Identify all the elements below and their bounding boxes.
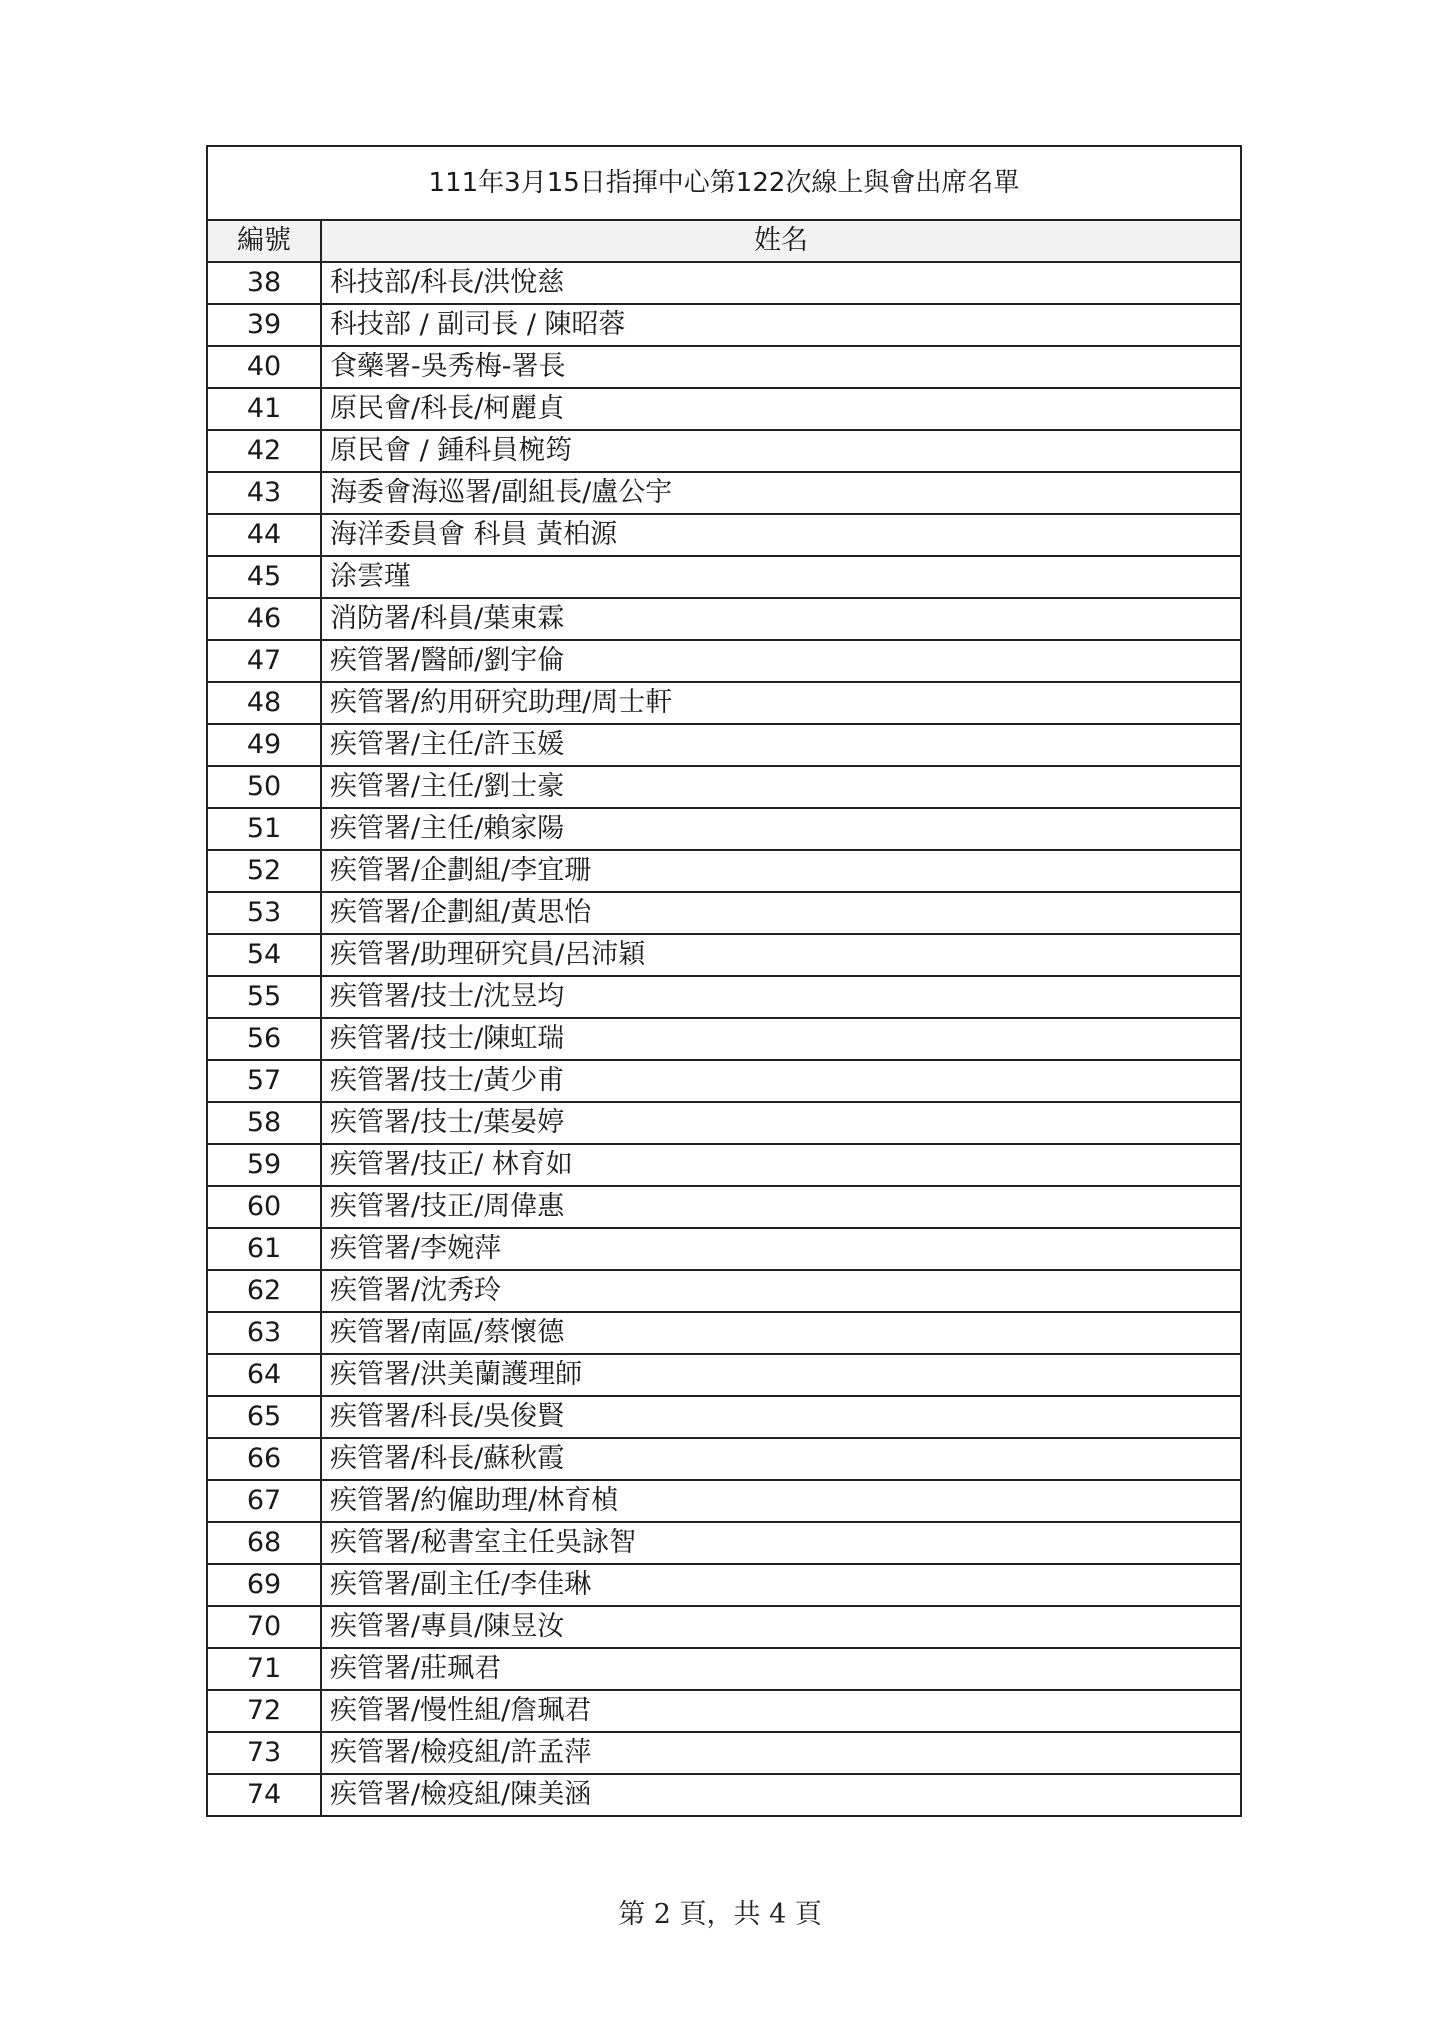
row-number: 56 bbox=[207, 1018, 321, 1060]
row-number: 60 bbox=[207, 1186, 321, 1228]
attendee-name: 疾管署/科長/蘇秋霞 bbox=[321, 1438, 1241, 1480]
attendee-name: 疾管署/企劃組/黃思怡 bbox=[321, 892, 1241, 934]
attendee-name: 海洋委員會 科員 黃柏源 bbox=[321, 514, 1241, 556]
attendee-name: 疾管署/醫師/劉宇倫 bbox=[321, 640, 1241, 682]
attendee-name: 原民會 / 鍾科員椀筠 bbox=[321, 430, 1241, 472]
attendee-name: 科技部/科長/洪悅慈 bbox=[321, 262, 1241, 304]
table-row bbox=[207, 514, 1241, 556]
table-row bbox=[207, 1396, 1241, 1438]
row-number: 55 bbox=[207, 976, 321, 1018]
row-number: 46 bbox=[207, 598, 321, 640]
column-header-name: 姓名 bbox=[321, 220, 1241, 262]
row-number: 58 bbox=[207, 1102, 321, 1144]
table-row bbox=[207, 1564, 1241, 1606]
table-row bbox=[207, 346, 1241, 388]
attendee-name: 疾管署/技士/葉晏婷 bbox=[321, 1102, 1241, 1144]
table-row bbox=[207, 934, 1241, 976]
table-row bbox=[207, 1102, 1241, 1144]
row-number: 61 bbox=[207, 1228, 321, 1270]
row-number: 42 bbox=[207, 430, 321, 472]
row-number: 49 bbox=[207, 724, 321, 766]
attendee-name: 疾管署/檢疫組/陳美涵 bbox=[321, 1774, 1241, 1816]
table-row bbox=[207, 598, 1241, 640]
row-number: 70 bbox=[207, 1606, 321, 1648]
table-row bbox=[207, 850, 1241, 892]
row-number: 45 bbox=[207, 556, 321, 598]
page-footer: 第 2 頁，共 4 頁 bbox=[618, 1899, 822, 1930]
attendee-name: 疾管署/李婉萍 bbox=[321, 1228, 1241, 1270]
row-number: 74 bbox=[207, 1774, 321, 1816]
table-row bbox=[207, 388, 1241, 430]
table-row bbox=[207, 682, 1241, 724]
title-row bbox=[207, 146, 1241, 220]
table-row bbox=[207, 1774, 1241, 1816]
attendee-name: 疾管署/秘書室主任吳詠智 bbox=[321, 1522, 1241, 1564]
table-row bbox=[207, 556, 1241, 598]
attendee-name: 疾管署/主任/賴家陽 bbox=[321, 808, 1241, 850]
row-number: 66 bbox=[207, 1438, 321, 1480]
document-title: 111年3月15日指揮中心第122次線上與會出席名單 bbox=[207, 146, 1241, 220]
table-row bbox=[207, 976, 1241, 1018]
attendee-name: 疾管署/專員/陳昱汝 bbox=[321, 1606, 1241, 1648]
attendee-name: 疾管署/技正/ 林育如 bbox=[321, 1144, 1241, 1186]
table-row bbox=[207, 1690, 1241, 1732]
table-row bbox=[207, 1144, 1241, 1186]
attendee-name: 疾管署/檢疫組/許孟萍 bbox=[321, 1732, 1241, 1774]
row-number: 38 bbox=[207, 262, 321, 304]
row-number: 72 bbox=[207, 1690, 321, 1732]
table-row bbox=[207, 472, 1241, 514]
row-number: 43 bbox=[207, 472, 321, 514]
row-number: 59 bbox=[207, 1144, 321, 1186]
table-row bbox=[207, 262, 1241, 304]
table-row bbox=[207, 1312, 1241, 1354]
row-number: 69 bbox=[207, 1564, 321, 1606]
attendee-name: 海委會海巡署/副組長/盧公宇 bbox=[321, 472, 1241, 514]
header-row bbox=[207, 220, 1241, 262]
attendee-name: 原民會/科長/柯麗貞 bbox=[321, 388, 1241, 430]
attendee-name: 疾管署/助理研究員/呂沛穎 bbox=[321, 934, 1241, 976]
attendee-name: 疾管署/慢性組/詹珮君 bbox=[321, 1690, 1241, 1732]
attendee-name: 食藥署-吳秀梅-署長 bbox=[321, 346, 1241, 388]
row-number: 39 bbox=[207, 304, 321, 346]
attendee-name: 疾管署/莊珮君 bbox=[321, 1648, 1241, 1690]
table-row bbox=[207, 1354, 1241, 1396]
row-number: 50 bbox=[207, 766, 321, 808]
row-number: 48 bbox=[207, 682, 321, 724]
attendee-name: 疾管署/企劃組/李宜珊 bbox=[321, 850, 1241, 892]
row-number: 73 bbox=[207, 1732, 321, 1774]
row-number: 57 bbox=[207, 1060, 321, 1102]
attendee-name: 疾管署/技士/黃少甫 bbox=[321, 1060, 1241, 1102]
row-number: 63 bbox=[207, 1312, 321, 1354]
table-row bbox=[207, 1480, 1241, 1522]
attendee-name: 疾管署/南區/蔡懷德 bbox=[321, 1312, 1241, 1354]
table-row bbox=[207, 1060, 1241, 1102]
attendee-name: 涂雲瑾 bbox=[321, 556, 1241, 598]
attendance-table bbox=[206, 145, 1242, 1817]
table-row bbox=[207, 1228, 1241, 1270]
attendee-name: 疾管署/洪美蘭護理師 bbox=[321, 1354, 1241, 1396]
attendee-name: 疾管署/技正/周偉惠 bbox=[321, 1186, 1241, 1228]
table-row bbox=[207, 430, 1241, 472]
row-number: 41 bbox=[207, 388, 321, 430]
row-number: 71 bbox=[207, 1648, 321, 1690]
attendee-name: 疾管署/科長/吳俊賢 bbox=[321, 1396, 1241, 1438]
row-number: 67 bbox=[207, 1480, 321, 1522]
attendee-name: 疾管署/主任/劉士豪 bbox=[321, 766, 1241, 808]
table-row bbox=[207, 892, 1241, 934]
row-number: 44 bbox=[207, 514, 321, 556]
table-row bbox=[207, 766, 1241, 808]
row-number: 54 bbox=[207, 934, 321, 976]
row-number: 65 bbox=[207, 1396, 321, 1438]
table-row bbox=[207, 1522, 1241, 1564]
row-number: 40 bbox=[207, 346, 321, 388]
attendee-name: 消防署/科員/葉東霖 bbox=[321, 598, 1241, 640]
row-number: 51 bbox=[207, 808, 321, 850]
attendee-name: 疾管署/副主任/李佳琳 bbox=[321, 1564, 1241, 1606]
table-row bbox=[207, 1732, 1241, 1774]
attendee-name: 疾管署/技士/沈昱均 bbox=[321, 976, 1241, 1018]
table-row bbox=[207, 640, 1241, 682]
attendee-name: 疾管署/約用研究助理/周士軒 bbox=[321, 682, 1241, 724]
row-number: 62 bbox=[207, 1270, 321, 1312]
row-number: 52 bbox=[207, 850, 321, 892]
attendee-name: 疾管署/約僱助理/林育楨 bbox=[321, 1480, 1241, 1522]
table-row bbox=[207, 1186, 1241, 1228]
table-row bbox=[207, 808, 1241, 850]
table-row bbox=[207, 1018, 1241, 1060]
table-row bbox=[207, 1606, 1241, 1648]
attendee-name: 疾管署/主任/許玉媛 bbox=[321, 724, 1241, 766]
attendee-name: 疾管署/沈秀玲 bbox=[321, 1270, 1241, 1312]
row-number: 64 bbox=[207, 1354, 321, 1396]
table-row bbox=[207, 304, 1241, 346]
table-row bbox=[207, 1648, 1241, 1690]
table-row bbox=[207, 1270, 1241, 1312]
attendee-name: 科技部 / 副司長 / 陳昭蓉 bbox=[321, 304, 1241, 346]
row-number: 53 bbox=[207, 892, 321, 934]
attendee-name: 疾管署/技士/陳虹瑞 bbox=[321, 1018, 1241, 1060]
table-row bbox=[207, 724, 1241, 766]
row-number: 68 bbox=[207, 1522, 321, 1564]
table-row bbox=[207, 1438, 1241, 1480]
attendance-table-body bbox=[207, 146, 1241, 1816]
row-number: 47 bbox=[207, 640, 321, 682]
column-header-number: 編號 bbox=[207, 220, 321, 262]
